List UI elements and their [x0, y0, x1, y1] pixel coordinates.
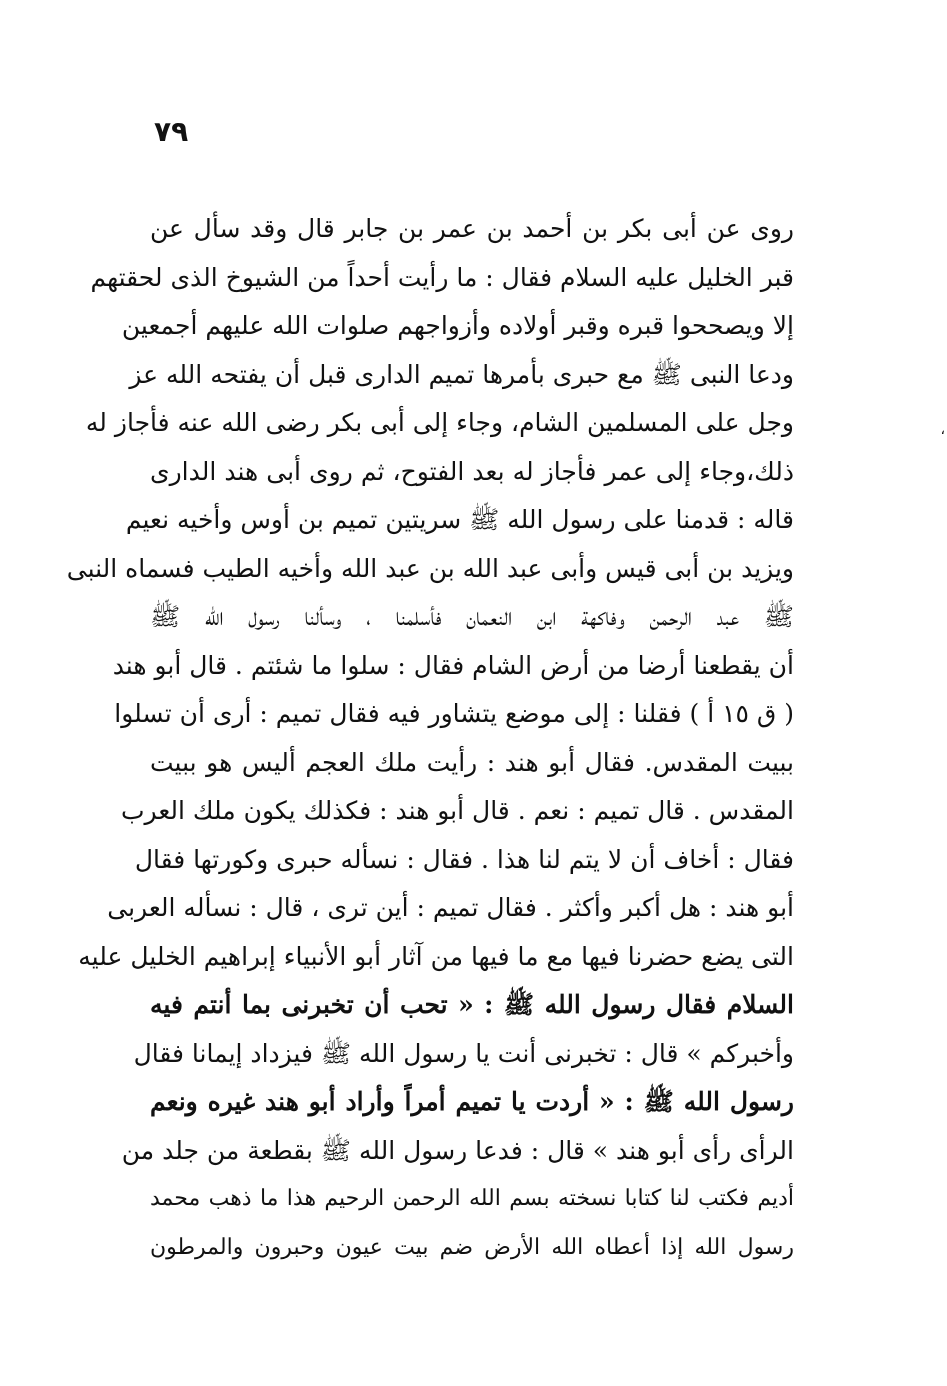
text-line: وجل على المسلمين الشام، وجاء إلى أبى بكر رضى الله عنه فأجاز له: [85, 408, 794, 437]
text-line: ﷺ عبد الرحمن وفاكهة ابن النعمان فأسلمنا ، وسألنا رسول الله ﷺ: [150, 602, 794, 631]
text-line: السلام فقال رسول الله ﷺ : « تحب أن تخبرنى بما أنتم فيه: [150, 990, 794, 1019]
text-line: المقدس . قال تميم : نعم . قال أبو هند : فكذلك يكون ملك العرب: [121, 796, 794, 825]
text-line: قبر الخليل عليه السلام فقال : ما رأيت أحداً من الشيوخ الذى لحقتهم: [90, 262, 794, 292]
text-line: قاله : قدمنا على رسول الله ﷺ سريتين تميم بن أوس وأخيه نعيم: [125, 505, 794, 534]
text-line: إلا ويصححوا قبره وقبر أولاده وأزواجهم صلوات الله عليهم أجمعين: [121, 311, 794, 340]
text-line: التى يضع حضرنا فيها مع ما فيها من آثار أبو الأنبياء إبراهيم الخليل عليه: [78, 941, 794, 971]
text-line: رسول الله ﷺ : « أردت يا تميم أمراً وأراد أبو هند غيره ونعم: [150, 1087, 794, 1116]
text-line: أن يقطعنا أرضا من أرض الشام فقال : سلوا ما شئتم . قال أبو هند: [112, 650, 794, 680]
text-line: ( ق ١٥ أ ) فقلنا : إلى موضع يتشاور فيه فقال تميم : أرى أن تسلوا: [114, 699, 794, 728]
text-line: روى عن أبى بكر بن أحمد بن عمر بن جابر قال وقد سأل عن: [150, 214, 794, 243]
text-line: أبو هند : هل أكبر وأكثر . فقال تميم : أين ترى ، قال : نسأله العربى: [107, 893, 794, 922]
text-line: رسول الله إذا أعطاه الله الأرض ضم بيت عيون وحبرون والمرطون: [150, 1234, 794, 1260]
text-line: ذلك،وجاء إلى عمر فأجاز له بعد الفتوح، ثم روى أبى هند الدارى: [150, 456, 794, 486]
page-number: ٧٩: [154, 115, 189, 148]
text-line: ودعا النبى ﷺ مع حبرى بأمرها تميم الدارى قبل أن يفتحه الله عز: [129, 359, 794, 389]
text-line: أديم فكتب لنا كتابا نسخته بسم الله الرحمن الرحيم هذا ما ذهب محمد: [150, 1186, 794, 1211]
text-line: ببيت المقدس. فقال أبو هند : رأيت ملك العجم أليس هو ببيت: [150, 747, 794, 777]
text-line: فقال : أخاف أن لا يتم لنا هذا . فقال : نسأله حبرى وكورتها فقال: [134, 844, 794, 874]
text-line: الرأى رأى أبو هند » قال : فدعا رسول الله ﷺ بقطعة من جلد من: [121, 1135, 794, 1165]
text-line: ويزيد بن أبى قيس وأبى عبد الله بن عبد الله وأخيه الطيب فسماه النبى: [66, 553, 794, 583]
margin-mark: ،: [940, 422, 945, 438]
body-text: [66, 205, 794, 1272]
text-line: وأخبركم » قال : تخبرنى أنت يا رسول الله ﷺ فيزداد إيمانا فقال: [133, 1038, 794, 1068]
